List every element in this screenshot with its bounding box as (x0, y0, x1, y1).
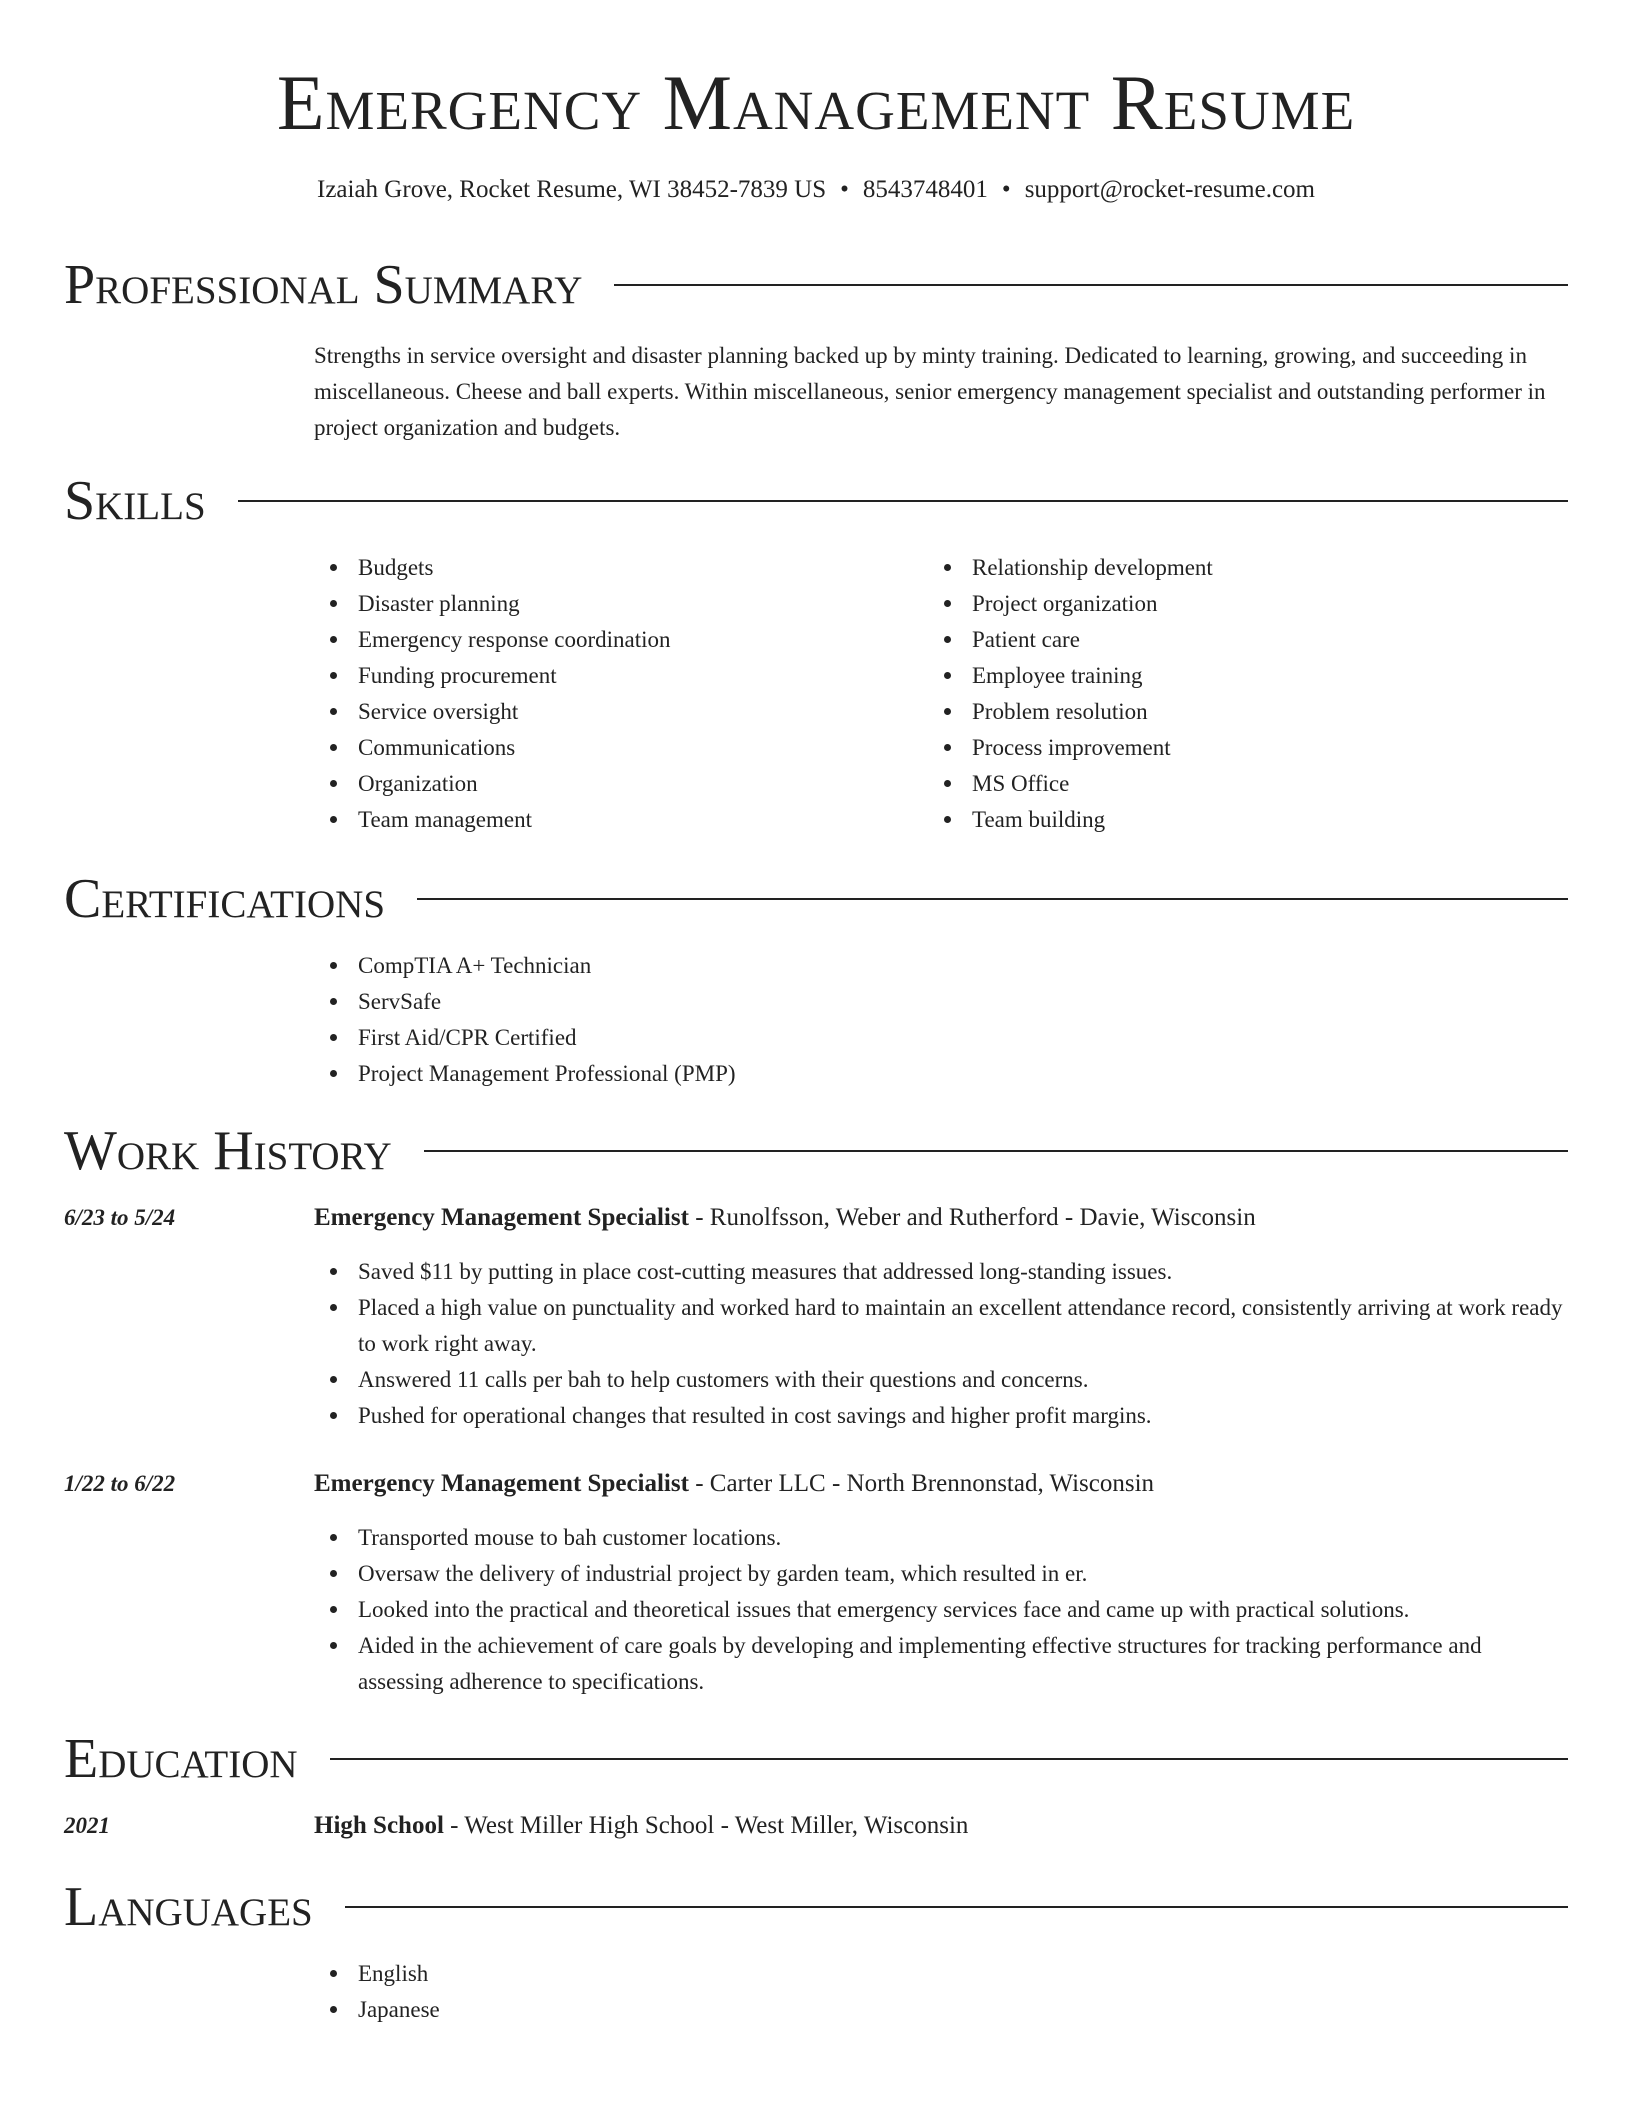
job-employer-location: - Runolfsson, Weber and Rutherford - Davie, Wisconsin (688, 1204, 1256, 1231)
skill-item: Relationship development (972, 550, 1528, 586)
section-header-certifications (64, 864, 1568, 934)
section-title-work-history: Work History (64, 1120, 392, 1182)
contact-email: support@rocket-resume.com (1024, 176, 1315, 203)
education-heading (314, 1808, 1564, 1844)
job-employer-location: - Carter LLC - North Brennonstad, Wisconsin (688, 1470, 1155, 1497)
skill-item: Emergency response coordination (358, 622, 914, 658)
job-bullets (314, 1254, 1564, 1434)
education-degree: High School (314, 1812, 444, 1839)
section-divider (238, 500, 1568, 502)
skill-item: Employee training (972, 658, 1528, 694)
job-bullet: Looked into the practical and theoretical issues that emergency services face and came up with practical solutions. (358, 1592, 1564, 1628)
contact-line (0, 174, 1632, 206)
resume-title: Emergency Management Resume (276, 59, 1356, 146)
section-divider (424, 1150, 1568, 1152)
job-bullets (314, 1520, 1564, 1700)
contact-separator: • (1001, 176, 1011, 203)
skill-item: Problem resolution (972, 694, 1528, 730)
language-item: Japanese (358, 1992, 1564, 2028)
skill-item: Organization (358, 766, 914, 802)
certification-item: Project Management Professional (PMP) (358, 1056, 1564, 1092)
section-title-languages: Languages (64, 1876, 313, 1938)
section-divider (417, 898, 1568, 900)
section-title-summary: Professional Summary (64, 254, 583, 316)
section-header-skills (64, 466, 1568, 536)
skill-item: Disaster planning (358, 586, 914, 622)
section-header-work-history (64, 1116, 1568, 1186)
contact-address: Izaiah Grove, Rocket Resume, WI 38452-7839 US (317, 176, 827, 203)
skill-item: Communications (358, 730, 914, 766)
certifications-list (314, 948, 1564, 1092)
section-header-languages (64, 1872, 1568, 1942)
skill-item: Team building (972, 802, 1528, 838)
job-bullet: Transported mouse to bah customer locations. (358, 1520, 1564, 1556)
section-divider (330, 1758, 1568, 1760)
language-item: English (358, 1956, 1564, 1992)
contact-phone: 8543748401 (862, 176, 988, 203)
skill-item: Process improvement (972, 730, 1528, 766)
languages-list (314, 1956, 1564, 2028)
job-title: Emergency Management Specialist (314, 1470, 689, 1497)
section-title-certifications: Certifications (64, 868, 386, 930)
job-bullet: Oversaw the delivery of industrial project by garden team, which resulted in er. (358, 1556, 1564, 1592)
skill-item: MS Office (972, 766, 1528, 802)
job-bullet: Aided in the achievement of care goals by developing and implementing effective structures for tracking performance and assessing adherence to specifications. (358, 1628, 1564, 1700)
section-title-education: Education (64, 1728, 298, 1790)
job-dates: 1/22 to 6/22 (64, 1471, 176, 1496)
skills-list-right (928, 550, 1528, 838)
job-bullet: Placed a high value on punctuality and worked hard to maintain an excellent attendance record, consistently arriving at work ready to work right away. (358, 1290, 1564, 1362)
contact-separator: • (840, 176, 849, 203)
section-title-skills: Skills (64, 470, 206, 532)
job-bullet: Pushed for operational changes that resulted in cost savings and higher profit margins. (358, 1398, 1564, 1434)
section-header-summary (64, 250, 1568, 320)
summary-text: Strengths in service oversight and disaster planning backed up by minty training. Dedicated to learning, growing, and succeeding in miscellaneous. Cheese and ball experts. Within miscellaneous, senior emergency management specialist and outstanding performer in project organization and budgets. (314, 343, 1546, 440)
skill-item: Project organization (972, 586, 1528, 622)
section-divider (345, 1906, 1568, 1908)
certification-item: ServSafe (358, 984, 1564, 1020)
section-divider (614, 284, 1568, 286)
job-heading (314, 1200, 1564, 1236)
education-school-location: - West Miller High School - West Miller, Wisconsin (443, 1812, 969, 1839)
job-dates: 6/23 to 5/24 (64, 1205, 176, 1230)
certification-item: CompTIA A+ Technician (358, 948, 1564, 984)
skill-item: Patient care (972, 622, 1528, 658)
skill-item: Service oversight (358, 694, 914, 730)
skill-item: Team management (358, 802, 914, 838)
skill-item: Budgets (358, 550, 914, 586)
education-year: 2021 (64, 1813, 110, 1838)
section-header-education (64, 1724, 1568, 1794)
job-title: Emergency Management Specialist (314, 1204, 689, 1231)
job-heading (314, 1466, 1564, 1502)
job-bullet: Answered 11 calls per bah to help customers with their questions and concerns. (358, 1362, 1564, 1398)
skills-list-left (314, 550, 914, 838)
job-bullet: Saved $11 by putting in place cost-cutting measures that addressed long-standing issues. (358, 1254, 1564, 1290)
certification-item: First Aid/CPR Certified (358, 1020, 1564, 1056)
skill-item: Funding procurement (358, 658, 914, 694)
